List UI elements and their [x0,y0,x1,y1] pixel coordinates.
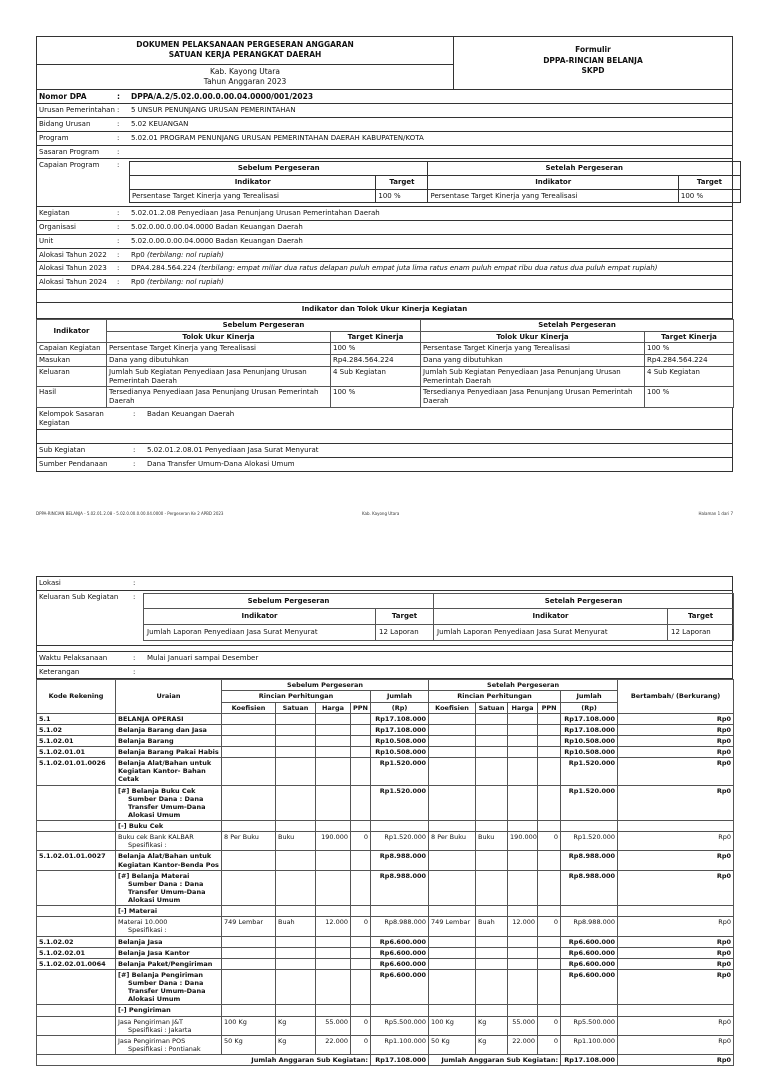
row-uraian: [-] Buku Cek [118,822,164,830]
table-row: 5.1.02.01.01.0026 Belanja Alat/Bahan untuk Kegiatan Kantor- Bahan Cetak Rp1.520.000 Rp1.520.000 Rp0 [37,758,734,785]
table-row: [#] Belanja Buku Cek Sumber Dana : Dana Transfer Umum-Dana Alokasi Umum Rp1.520.000 Rp1.520.000 Rp0 [37,785,734,821]
row-uraian-detail: Spesifikasi : [128,841,167,850]
row-uraian-detail: Spesifikasi : Pontianak [128,1044,201,1053]
keluaran-section: Keluaran Sub Kegiatan : Sebelum Pergeseran Setelah Pergeseran Indikator Target Indikator Target Jumlah Laporan Penyediaan Jasa Surat Menyurat 12 Laporan Jumlah Laporan Penyediaan Jasa Surat Menyurat 12 Laporan [36,591,733,646]
info-row: Program : 5.02.01 PROGRAM PENUNJANG URUSAN PEMERINTAHAN DAERAH KABUPATEN/KOTA [36,132,733,146]
table-row [37,821,734,832]
keluaran-table: Sebelum Pergeseran Setelah Pergeseran Indikator Target Indikator Target Jumlah Laporan Penyediaan Jasa Surat Menyurat 12 Laporan Jumlah Laporan Penyediaan Jasa Surat Menyurat 12 Laporan [143,593,734,641]
kinerja-table: Indikator Sebelum Pergeseran Setelah Pergeseran Tolok Ukur Kinerja Target Kinerja Tolok Ukur Kinerja Target Kinerja Capaian Kegiatan Persentase Target Kinerja yang Terealisasi 100 % Persentase Target Kinerja yang Terealisasi 100 % Masukan Dana yang dibutuhkan Rp4.284.564.224 Dana yang dibutuhkan Rp4.284.564.224 Keluaran Jumlah Sub Kegiatan Penyediaan Jasa Penunjang Urusan Pemerintah Daerah 4 Sub Kegiatan Jumlah Sub Kegiatan Penyediaan Jasa Penunjang Urusan Pemerintah Daerah 4 Sub Kegiatan Hasil Tersedianya Penyediaan Jasa Penunjang Urusan Pemerintah Daerah 100 % Tersedianya Penyediaan Jasa Penunjang Urusan Pemerintah Daerah 100 % [36,319,734,408]
rincian-table: Kode Rekening Uraian Sebelum Pergeseran Setelah Pergeseran Bertambah/ (Berkurang) Rincian Perhitungan Jumlah Rincian Perhitungan Jumlah Koefisien Satuan Harga PPN (Rp) Koefisien Satuan Harga PPN (Rp) 5.1 BELANJA OPERASI Rp17.108.000 Rp17.108.000 Rp0 5.1.02 Belanja Barang dan Jasa Rp17.108.000 Rp17.108.000 Rp0 5.1.02.01 Belanja Barang Rp10.508.000 Rp10.508.000 Rp0 5.1.02.01.01 Belanja Barang Pakai Habis Rp10.508.000 Rp10.508.000 Rp0 5.1.02.01.01.0026 Belanja Alat/Bahan untuk Kegiatan Kantor- Bahan Cetak Rp1.520.000 Rp1.520.000 Rp0 [#] Belanja Buku Cek Sumber Dana : Dana Transfer Umum-Dana Alokasi Umum Rp1.520.000 Rp1.520.000 Rp0 [-] Buku Cek Buku cek Bank KALBAR Spesifikasi : 8 Per Buku Buku 190.000 0 Rp1.520.000 8 Per Buku Buku 190.000 0 Rp1.520.000 Rp0 5.1.02.01.01.0027 Belanja Alat/Bahan untuk Kegiatan Kantor-Benda Pos Rp8.988.000 Rp8.988.000 Rp0 [#] Belanja Materai Sumber Dana : Dana Transfer Umum-Dana Alokasi Umum Rp8.988.000 Rp8.988.000 Rp0 [-] Materai Materai 10.000 Spesifikasi : 749 Lembar Buah 12.000 0 Rp8.988.000 749 Lembar Buah 12.000 0 Rp8.988.000 Rp0 5.1.02.02 Belanja Jasa Rp6.600.000 Rp6.600.000 Rp0 5.1.02.02.01 Belanja Jasa Kantor Rp6.600.000 Rp6.600.000 Rp0 5.1.02.02.01.0064 Belanja Paket/Pengiriman Rp6.600.000 Rp6.600.000 Rp0 [#] Belanja Pengiriman Sumber Dana : Dana Transfer Umum-Dana Alokasi Umum Rp6.600.000 Rp6.600.000 Rp0 [-] Pengiriman Jasa Pengiriman J&T Spesifikasi : Jakarta 100 Kg Kg 55.000 0 Rp5.500.000 100 Kg Kg 55.000 0 Rp5.500.000 Rp0 Jasa Pengiriman POS Spesifikasi : Pontianak 50 Kg Kg 22.000 0 Rp1.100.000 50 Kg Kg 22.000 0 Rp1.100.000 Rp0 Jumlah Anggaran Sub Kegiatan: Rp17.108.000 Jumlah Anggaran Sub Kegiatan: Rp17.108.000 Rp0 [36,679,734,1066]
footer-left: DPPA-RINCIAN BELANJA - 5.02.01.2.08 - 5.02.0.00.0.00.04.0000 - Pergeseran Ke 2 APBD 2023 [36,511,224,516]
form-unit: SKPD [581,66,605,75]
row-uraian: Belanja Paket/Pengiriman [118,959,213,968]
row-uraian-detail: Spesifikasi : Jakarta [128,1025,192,1034]
table-row: 5.1.02.01.01 Belanja Barang Pakai Habis Rp10.508.000 Rp10.508.000 Rp0 [37,747,734,758]
footer-center: Kab. Kayong Utara [362,511,400,516]
sub-kegiatan-row: Sub Kegiatan : 5.02.01.2.08.01 Penyediaan Jasa Surat Menyurat [36,444,733,458]
row-uraian: [#] Belanja Materai [118,871,190,880]
total-row: Jumlah Anggaran Sub Kegiatan: Rp17.108.000 Jumlah Anggaran Sub Kegiatan: Rp17.108.000 Rp0 [37,1055,734,1066]
footer-page: Halaman 1 dari 7 [698,511,733,516]
form-name: DPPA-RINCIAN BELANJA [543,55,643,65]
info-row: Organisasi : 5.02.0.00.0.00.04.0000 Badan Keuangan Daerah [36,221,733,235]
info-row: Bidang Urusan : 5.02 KEUANGAN [36,118,733,132]
document-header [36,36,733,90]
info-row: Sasaran Program : [36,146,733,160]
table-row: 5.1.02.02 Belanja Jasa Rp6.600.000 Rp6.600.000 Rp0 [37,936,734,947]
table-row: Hasil Tersedianya Penyediaan Jasa Penunjang Urusan Pemerintah Daerah 100 % Tersedianya Penyediaan Jasa Penunjang Urusan Pemerintah Daerah 100 % [37,387,734,408]
table-row: Buku cek Bank KALBAR Spesifikasi : 8 Per Buku Buku 190.000 0 Rp1.520.000 8 Per Buku Buku 190.000 0 Rp1.520.000 Rp0 [37,832,734,851]
table-row: Jasa Pengiriman POS Spesifikasi : Pontianak 50 Kg Kg 22.000 0 Rp1.100.000 50 Kg Kg 22.000 0 Rp1.100.000 Rp0 [37,1035,734,1054]
form-info [454,37,732,89]
row-uraian: Belanja Jasa Kantor [118,948,190,957]
row-uraian: [#] Belanja Pengiriman [118,970,204,979]
table-row [37,906,734,917]
info-row: Kegiatan : 5.02.01.2.08 Penyediaan Jasa Penunjang Urusan Pemerintahan Daerah [36,207,733,221]
region-year [37,65,453,87]
kelompok-row: Kelompok Sasaran Kegiatan : Badan Keuangan Daerah [36,408,733,431]
row-uraian-detail: Sumber Dana : Dana Transfer Umum-Dana Alokasi Umum [128,879,206,904]
title-line-2: SATUAN KERJA PERANGKAT DAERAH [168,49,322,59]
table-row: Capaian Kegiatan Persentase Target Kinerja yang Terealisasi 100 % Persentase Target Kinerja yang Terealisasi 100 % [37,343,734,355]
table-row: 5.1.02.01 Belanja Barang Rp10.508.000 Rp10.508.000 Rp0 [37,735,734,746]
row-uraian-detail: Sumber Dana : Dana Transfer Umum-Dana Alokasi Umum [128,794,206,819]
row-uraian: Buku cek Bank KALBAR [118,833,194,842]
kinerja-title: Indikator dan Tolok Ukur Kinerja Kegiatan [36,303,733,319]
page-2 [36,576,733,1064]
header-left [37,37,454,89]
nomor-dpa-value: DPPA/A.2/5.02.0.00.0.00.04.0000/001/2023 [131,92,314,101]
table-row: 5.1 BELANJA OPERASI Rp17.108.000 Rp17.108.000 Rp0 [37,713,734,724]
row-uraian-detail: Spesifikasi : [128,926,167,935]
table-row: [#] Belanja Pengiriman Sumber Dana : Dana Transfer Umum-Dana Alokasi Umum Rp6.600.000 Rp6.600.000 Rp0 [37,969,734,1005]
table-row: 5.1.02.02.01.0064 Belanja Paket/Pengiriman Rp6.600.000 Rp6.600.000 Rp0 [37,958,734,969]
row-uraian: Belanja Alat/Bahan untuk Kegiatan Kantor-Benda Pos [118,852,219,869]
table-row: Keluaran Jumlah Sub Kegiatan Penyediaan Jasa Penunjang Urusan Pemerintah Daerah 4 Sub Kegiatan Jumlah Sub Kegiatan Penyediaan Jasa Penunjang Urusan Pemerintah Daerah 4 Sub Kegiatan [37,366,734,387]
row-uraian: [-] Materai [118,907,158,916]
row-uraian: Materai 10.000 [118,918,168,927]
title-line-1: DOKUMEN PELAKSANAAN PERGESERAN ANGGARAN [136,40,354,49]
row-uraian: Belanja Barang dan Jasa [118,725,207,734]
table-row: Masukan Dana yang dibutuhkan Rp4.284.564.224 Dana yang dibutuhkan Rp4.284.564.224 [37,355,734,367]
alokasi-row: Alokasi Tahun 2023 : DPA4.284.564.224 (terbilang: empat miliar dua ratus delapan puluh empat juta lima ratus enam puluh empat ribu dua ratus dua puluh empat rupiah) [36,262,733,276]
row-uraian: Belanja Jasa [118,937,163,946]
info-row: Urusan Pemerintahan : 5 UNSUR PENUNJANG URUSAN PEMERINTAHAN [36,104,733,118]
keterangan-row: Keterangan : [36,666,733,680]
document-title [37,37,453,65]
table-row: 5.1.02 Belanja Barang dan Jasa Rp17.108.000 Rp17.108.000 Rp0 [37,724,734,735]
form-label: Formulir [575,45,611,54]
rincian-body [37,713,734,1054]
row-uraian: Belanja Barang Pakai Habis [118,748,219,756]
table-row: Jasa Pengiriman J&T Spesifikasi : Jakarta 100 Kg Kg 55.000 0 Rp5.500.000 100 Kg Kg 55.000 0 Rp5.500.000 Rp0 [37,1016,734,1035]
table-row: Materai 10.000 Spesifikasi : 749 Lembar Buah 12.000 0 Rp8.988.000 749 Lembar Buah 12.000 0 Rp8.988.000 Rp0 [37,917,734,936]
sumber-pendanaan-row: Sumber Pendanaan : Dana Transfer Umum-Dana Alokasi Umum [36,458,733,472]
region: Kab. Kayong Utara [210,67,280,76]
table-row [37,1005,734,1016]
row-uraian-detail: Sumber Dana : Dana Transfer Umum-Dana Alokasi Umum [128,979,206,1004]
waktu-row: Waktu Pelaksanaan : Mulai Januari sampai Desember [36,652,733,666]
lokasi-row: Lokasi : [36,576,733,591]
page-1 [36,36,733,514]
nomor-dpa-label: Nomor DPA [39,92,87,101]
capaian-label: Capaian Program [39,161,100,170]
table-row: 5.1.02.02.01 Belanja Jasa Kantor Rp6.600.000 Rp6.600.000 Rp0 [37,947,734,958]
row-uraian: Jasa Pengiriman J&T [118,1017,184,1026]
alokasi-row: Alokasi Tahun 2024 : Rp0 (terbilang: nol rupiah) [36,276,733,290]
alokasi-row: Alokasi Tahun 2022 : Rp0 (terbilang: nol rupiah) [36,249,733,263]
nomor-dpa-row: Nomor DPA : DPPA/A.2/5.02.0.00.0.00.04.0000/001/2023 [36,90,733,104]
table-row: 5.1.02.01.01.0027 Belanja Alat/Bahan untuk Kegiatan Kantor-Benda Pos Rp8.988.000 Rp8.988.000 Rp0 [37,851,734,870]
row-uraian: Jasa Pengiriman POS [118,1036,186,1045]
fiscal-year: Tahun Anggaran 2023 [203,77,287,87]
capaian-table: Sebelum Pergeseran Setelah Pergeseran Indikator Target Indikator Target Persentase Target Kinerja yang Terealisasi 100 % Persentase Target Kinerja yang Terealisasi 100 % [129,161,741,203]
row-uraian: [-] Pengiriman [118,1006,171,1015]
row-uraian: Belanja Alat/Bahan untuk Kegiatan Kantor- Bahan Cetak [118,759,212,784]
row-uraian: BELANJA OPERASI [118,714,184,723]
capaian-program-section: Capaian Program : Sebelum Pergeseran Setelah Pergeseran Indikator Target Indikator Target Persentase Target Kinerja yang Terealisasi 100 % Persentase Target Kinerja yang Terealisasi 100 % [36,159,733,207]
row-uraian: Belanja Barang [118,736,174,745]
info-row: Unit : 5.02.0.00.0.00.04.0000 Badan Keuangan Daerah [36,235,733,249]
row-uraian: [#] Belanja Buku Cek [118,786,196,795]
table-row: [#] Belanja Materai Sumber Dana : Dana Transfer Umum-Dana Alokasi Umum Rp8.988.000 Rp8.988.000 Rp0 [37,870,734,906]
